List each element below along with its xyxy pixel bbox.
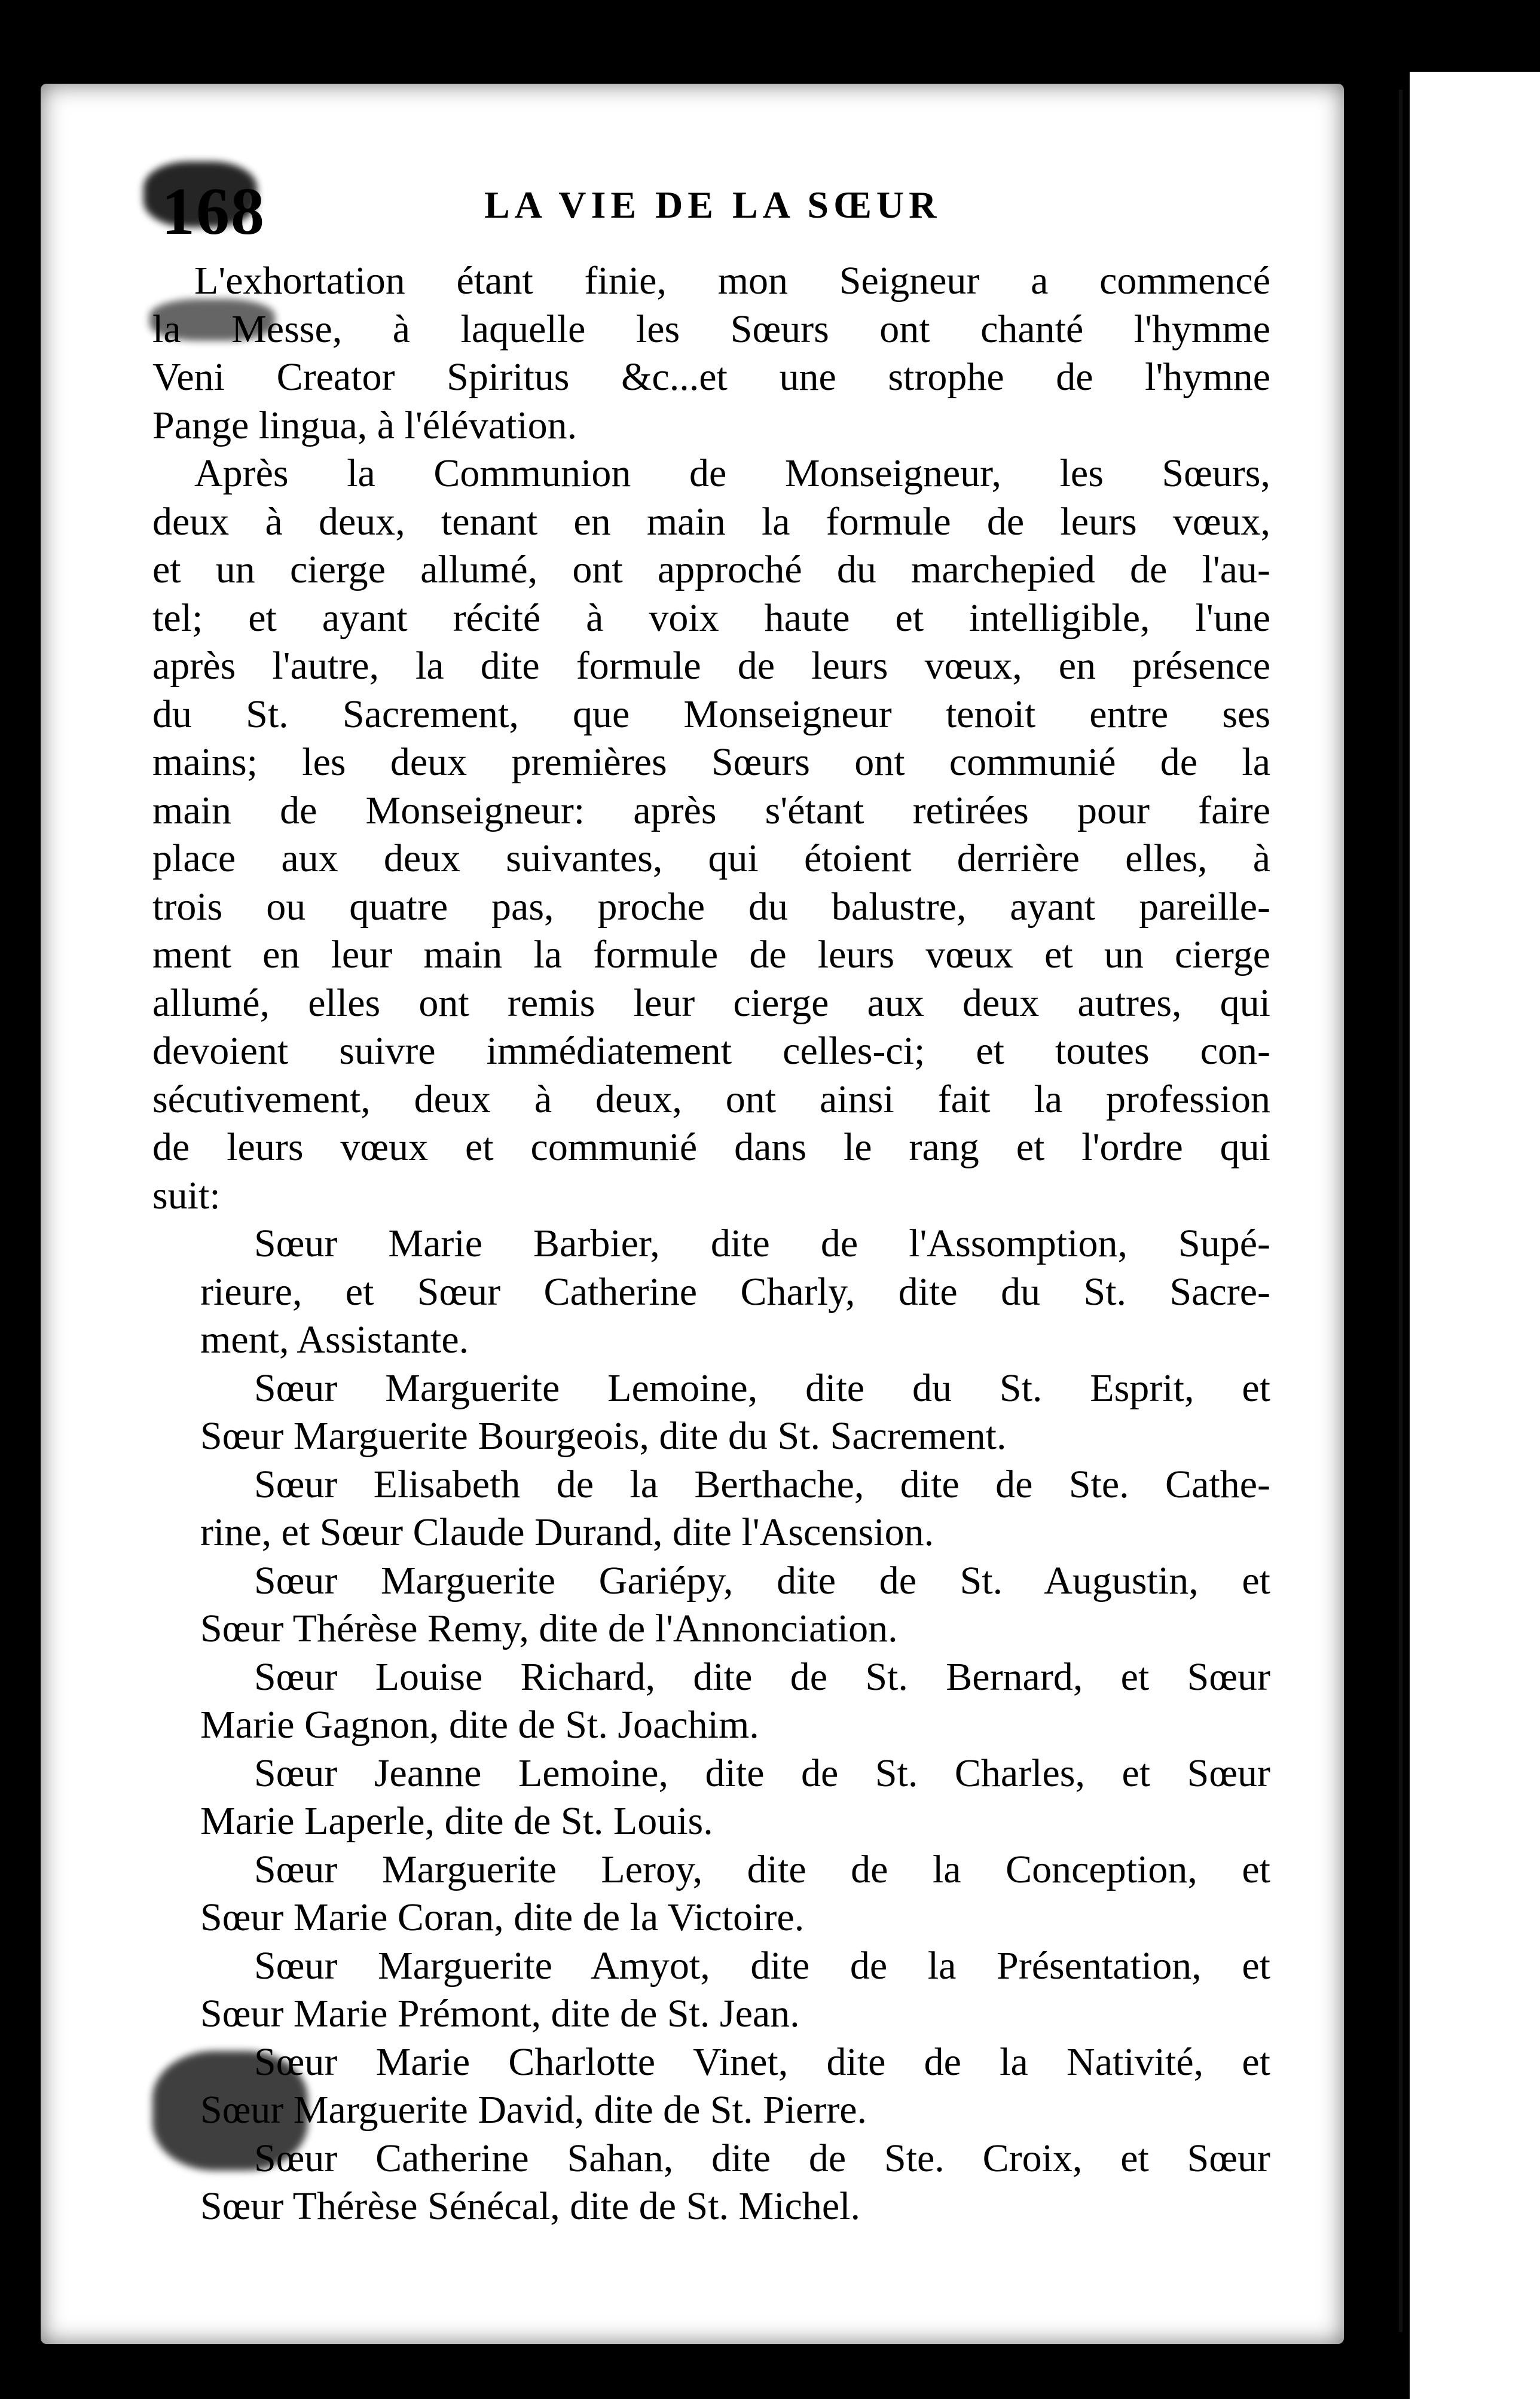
text-line: deux à deux, tenant en main la formule de leurs vœux, (152, 499, 1270, 544)
text-line: place aux deux suivantes, qui étoient derrière elles, à (152, 837, 1270, 880)
text-line: Marie Gagnon, dite de St. Joachim. (200, 1703, 759, 1747)
text-line: Sœur Marguerite David, dite de St. Pierre. (200, 2088, 867, 2132)
text-line: rine, et Sœur Claude Durand, dite l'Ascension. (200, 1510, 934, 1554)
text-line: ment en leur main la formule de leurs vœux et un cierge (152, 933, 1270, 976)
body-text (152, 257, 1270, 2231)
page-edge-line (1399, 90, 1402, 2332)
text-line: main de Monseigneur: après s'étant retirées pour faire (152, 788, 1270, 832)
text-line: Après la Communion de Monseigneur, les Sœurs, (194, 451, 1270, 495)
text-line: Sœur Marguerite Amyot, dite de la Présentation, et (254, 1943, 1270, 1988)
text-line: Pange lingua, à l'élévation. (152, 403, 578, 447)
text-line: mains; les deux premières Sœurs ont communié de la (152, 740, 1270, 784)
text-line: Sœur Elisabeth de la Berthache, dite de Ste. Cathe- (254, 1462, 1270, 1506)
text-line: du St. Sacrement, que Monseigneur tenoit entre ses (152, 692, 1270, 736)
text-line: trois ou quatre pas, proche du balustre, ayant pareille- (152, 884, 1270, 929)
text-line: la Messe, à laquelle les Sœurs ont chanté l'hymme (152, 307, 1270, 351)
text-line: sécutivement, deux à deux, ont ainsi fait la profession (152, 1077, 1270, 1121)
text-line: Veni Creator Spiritus &c...et une strophe de l'hymne (152, 355, 1270, 399)
running-head: LA VIE DE LA SŒUR (484, 184, 942, 226)
text-line: suit: (152, 1173, 221, 1217)
text-line: Sœur Marie Prémont, dite de St. Jean. (200, 1992, 800, 2035)
text-line: ment, Assistante. (200, 1318, 469, 1362)
text-line: rieure, et Sœur Catherine Charly, dite du St. Sacre- (200, 1269, 1270, 1314)
page-number: 168 (161, 175, 265, 249)
text-line: Sœur Thérèse Remy, dite de l'Annonciation. (200, 1607, 898, 1650)
text-line: Sœur Marie Charlotte Vinet, dite de la Nativité, et (254, 2040, 1270, 2084)
page-header (161, 173, 1285, 249)
text-line: Sœur Marguerite Leroy, dite de la Conception, et (254, 1847, 1270, 1891)
text-line: devoient suivre immédiatement celles-ci; et toutes con- (152, 1029, 1270, 1073)
text-line: Sœur Catherine Sahan, dite de Ste. Croix, et Sœur (254, 2136, 1270, 2180)
text-line: Sœur Marguerite Lemoine, dite du St. Esprit, et (254, 1366, 1270, 1410)
text-line: de leurs vœux et communié dans le rang et l'ordre qui (152, 1125, 1270, 1169)
text-line: Sœur Louise Richard, dite de St. Bernard, et Sœur (254, 1655, 1270, 1699)
text-line: Sœur Marie Barbier, dite de l'Assomption, Supé- (254, 1222, 1270, 1265)
adjacent-page-strip (1410, 72, 1540, 2399)
text-line: Sœur Marie Coran, dite de la Victoire. (200, 1896, 805, 1939)
text-line: Sœur Thérèse Sénécal, dite de St. Michel. (200, 2184, 860, 2228)
text-line: Marie Laperle, dite de St. Louis. (200, 1799, 713, 1843)
text-line: Sœur Marguerite Bourgeois, dite du St. Sacrement. (200, 1414, 1007, 1458)
text-line: Sœur Marguerite Gariépy, dite de St. Augustin, et (254, 1558, 1270, 1603)
text-line: allumé, elles ont remis leur cierge aux deux autres, qui (152, 981, 1270, 1025)
text-line: tel; et ayant récité à voix haute et intelligible, l'une (152, 596, 1270, 640)
text-line: Sœur Jeanne Lemoine, dite de St. Charles, et Sœur (254, 1751, 1270, 1795)
text-line: L'exhortation étant finie, mon Seigneur a commencé (194, 259, 1270, 303)
text-line: après l'autre, la dite formule de leurs vœux, en présence (152, 644, 1270, 688)
text-line: et un cierge allumé, ont approché du marchepied de l'au- (152, 548, 1270, 591)
